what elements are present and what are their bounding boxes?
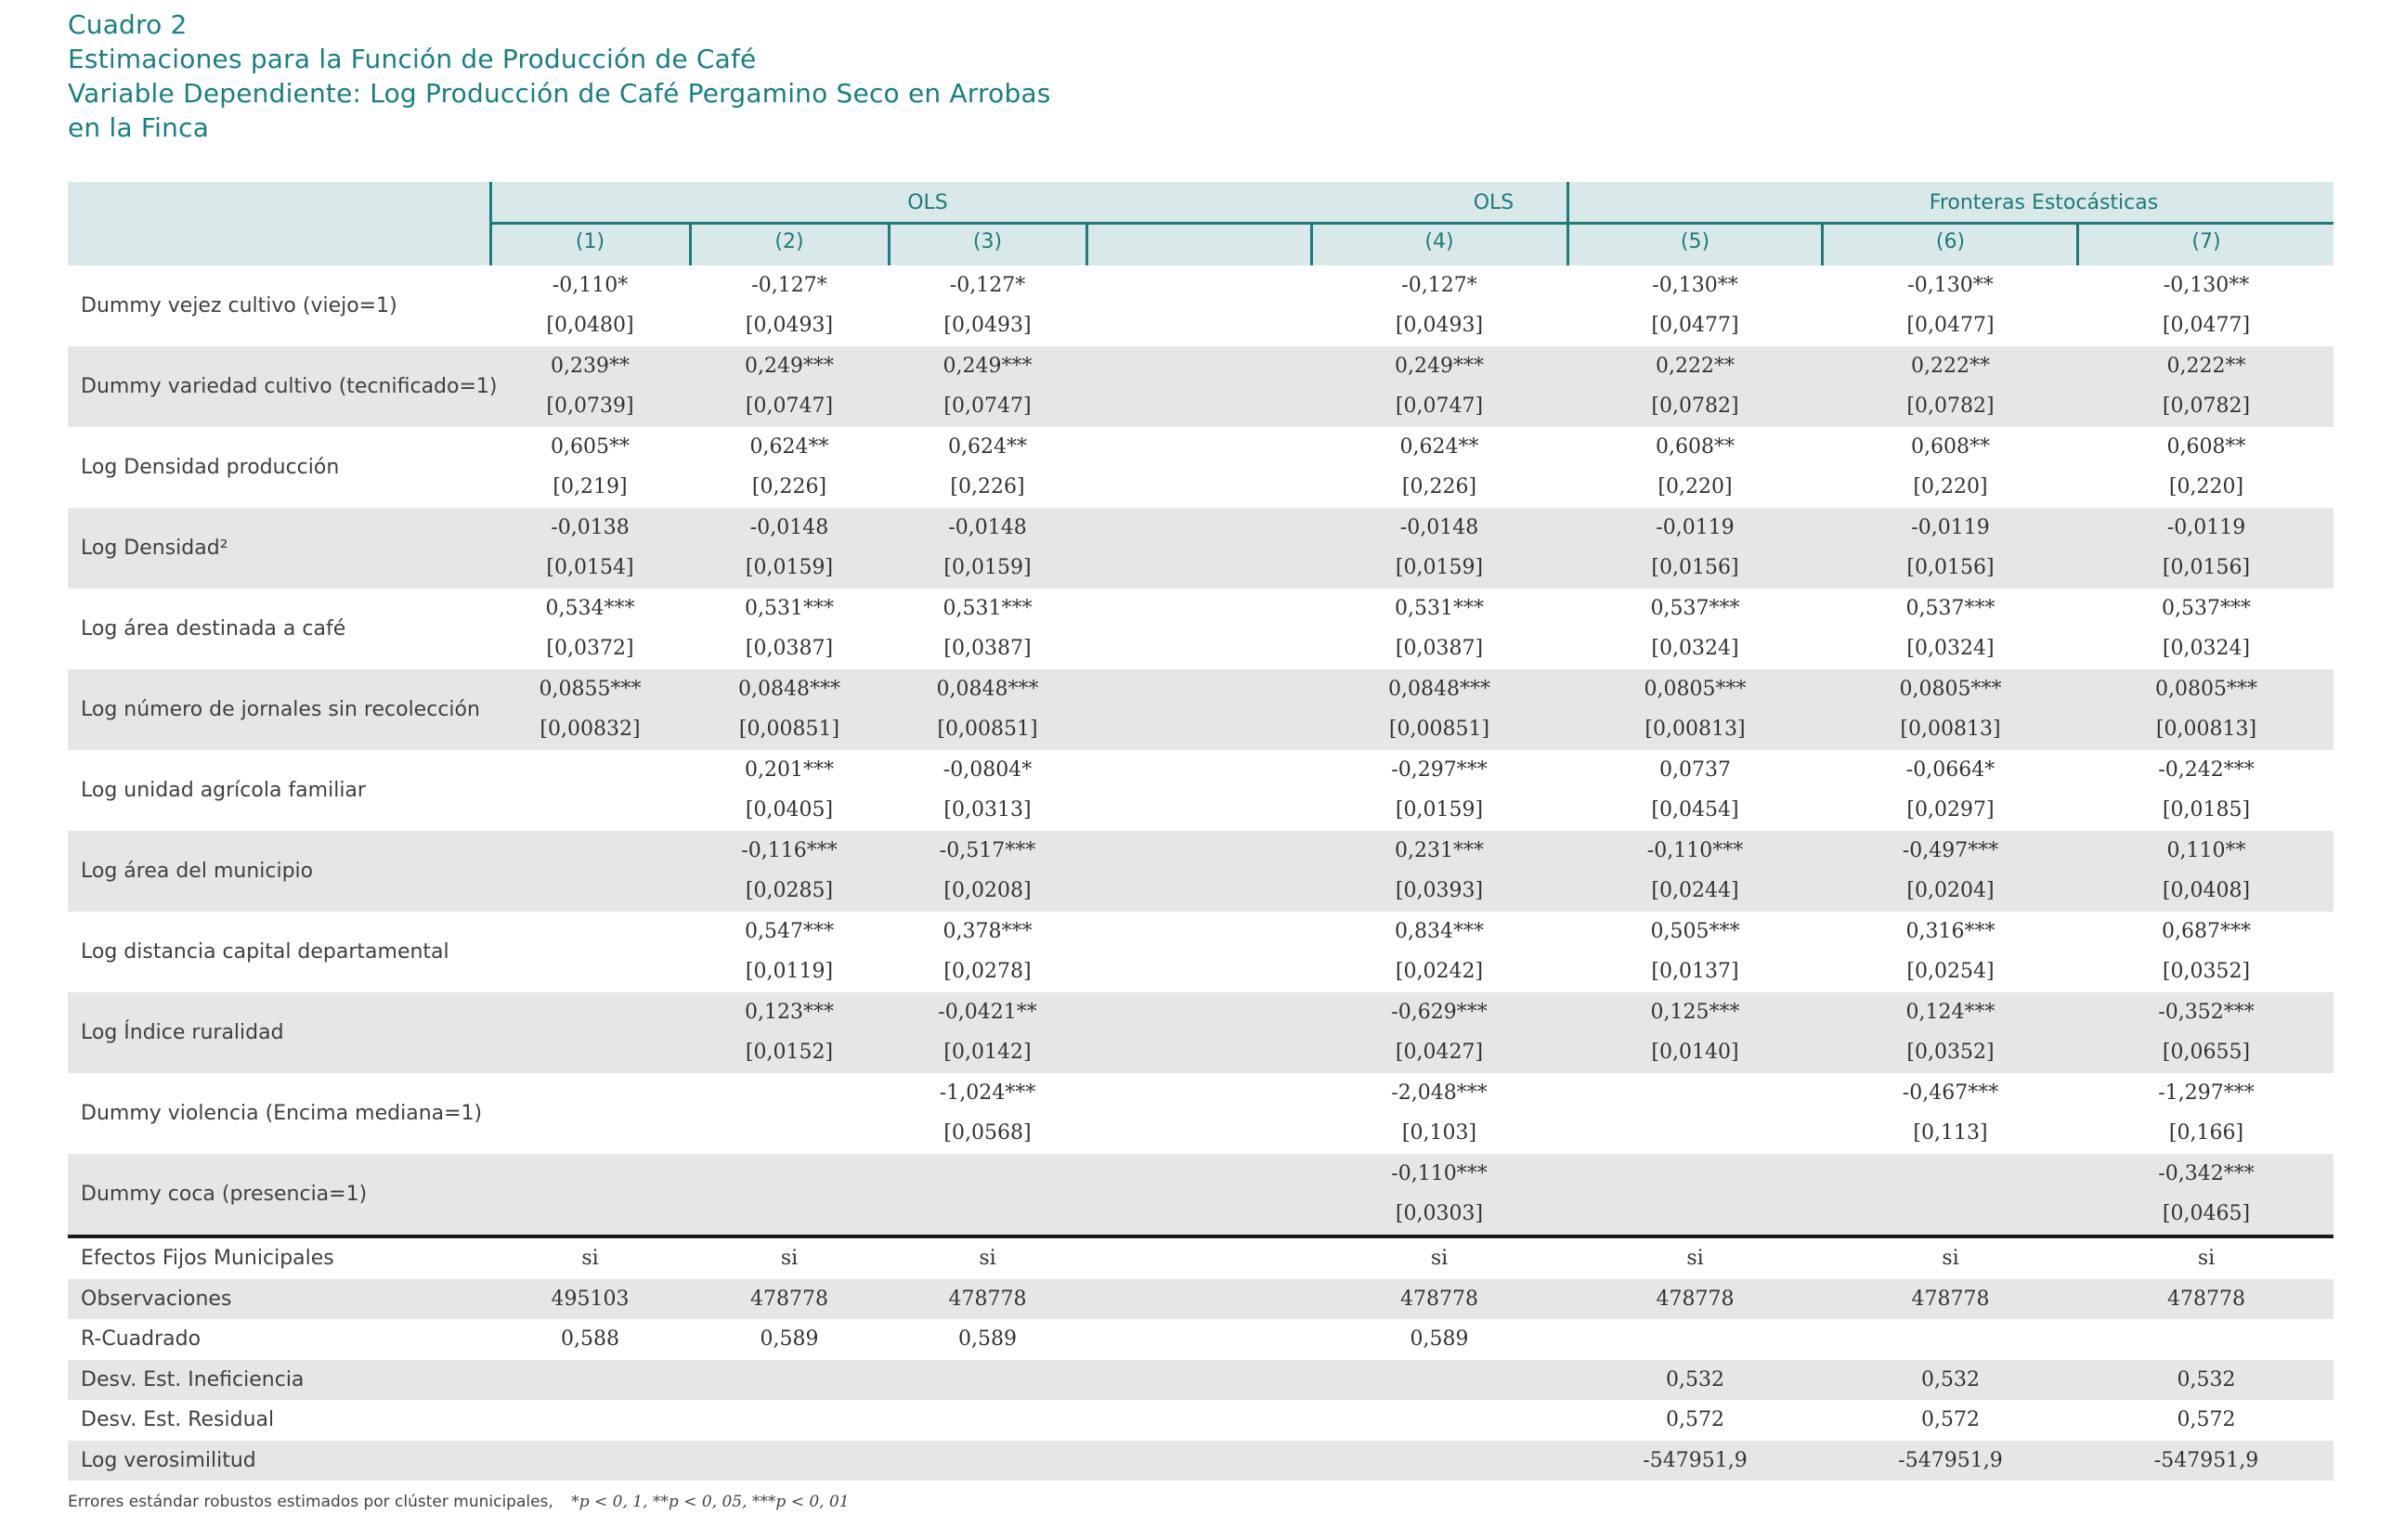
coefficient-cell: 0,608** xyxy=(1911,435,1990,459)
table-footnote xyxy=(68,1493,850,1511)
table-row xyxy=(68,831,2334,912)
std-error-cell: [0,0408] xyxy=(2162,879,2251,902)
std-error-cell: [0,0324] xyxy=(2162,637,2251,660)
stats-cell: 478778 xyxy=(1656,1287,1735,1311)
std-error-cell: [0,0285] xyxy=(745,879,834,902)
row-label: Log área del municipio xyxy=(81,860,314,883)
std-error-cell: [0,220] xyxy=(1913,475,1988,498)
std-error-cell: [0,0324] xyxy=(1906,637,1995,660)
stats-cell: 478778 xyxy=(1911,1287,1990,1311)
column-header: (5) xyxy=(1680,230,1710,253)
header-rule xyxy=(489,222,2334,225)
table-row xyxy=(68,912,2334,992)
caption-dependent-variable-cont: en la Finca xyxy=(68,112,210,143)
row-label: Log Densidad producción xyxy=(81,456,340,479)
table-row xyxy=(68,589,2334,669)
coefficient-cell: -0,127* xyxy=(751,274,827,297)
std-error-cell: [0,113] xyxy=(1913,1121,1988,1145)
coefficient-cell: -0,130** xyxy=(1652,274,1738,297)
std-error-cell: [0,0159] xyxy=(943,556,1032,579)
column-header: (4) xyxy=(1424,230,1454,253)
coefficient-cell: 0,605** xyxy=(551,435,630,459)
coefficient-cell: 0,537*** xyxy=(1650,597,1740,620)
coefficient-cell: -0,0664* xyxy=(1905,758,1996,782)
row-label: Dummy violencia (Encima mediana=1) xyxy=(81,1102,483,1125)
std-error-cell: [0,219] xyxy=(552,475,628,498)
std-error-cell: [0,0782] xyxy=(1906,395,1995,418)
coefficient-cell: 0,124*** xyxy=(1905,1001,1996,1024)
stats-row xyxy=(68,1400,2334,1441)
coefficient-cell: -1,297*** xyxy=(2158,1081,2255,1105)
std-error-cell: [0,0372] xyxy=(546,637,634,660)
stats-cell: 0,532 xyxy=(1666,1367,1724,1391)
coefficient-cell: 0,547*** xyxy=(745,920,834,943)
coefficient-cell: 0,0848*** xyxy=(738,678,840,701)
stats-cell: si xyxy=(979,1247,996,1270)
std-error-cell: [0,0159] xyxy=(1395,556,1484,579)
std-error-cell: [0,00851] xyxy=(738,718,840,741)
std-error-cell: [0,0387] xyxy=(1395,637,1484,660)
std-error-cell: [0,226] xyxy=(950,475,1025,498)
std-error-cell: [0,0254] xyxy=(1906,960,1995,983)
column-header: (6) xyxy=(1935,230,1966,253)
stats-label: Observaciones xyxy=(81,1287,232,1311)
row-label: Log número de jornales sin recolección xyxy=(81,698,480,721)
coefficient-cell: 0,505*** xyxy=(1650,920,1740,943)
header-group-ols-a: OLS xyxy=(907,191,948,214)
table-caption xyxy=(68,7,1089,145)
stats-row xyxy=(68,1238,2334,1279)
column-header: (7) xyxy=(2191,230,2221,253)
std-error-cell: [0,0244] xyxy=(1651,879,1739,902)
regression-table xyxy=(68,182,2334,1481)
std-error-cell: [0,0387] xyxy=(745,637,834,660)
stats-cell: -547951,9 xyxy=(1643,1448,1748,1472)
row-label: Log unidad agrícola familiar xyxy=(81,779,366,802)
row-label: Log Índice ruralidad xyxy=(81,1021,284,1044)
std-error-cell: [0,0142] xyxy=(943,1041,1032,1064)
std-error-cell: [0,0393] xyxy=(1395,879,1484,902)
coefficient-cell: 0,222** xyxy=(2166,355,2246,378)
coefficient-cell: -0,352*** xyxy=(2158,1001,2255,1024)
stats-cell: 0,589 xyxy=(958,1327,1017,1351)
coefficient-cell: -0,0804* xyxy=(942,758,1033,782)
coefficient-cell: -0,127* xyxy=(1401,274,1477,297)
table-row xyxy=(68,992,2334,1073)
std-error-cell: [0,0208] xyxy=(943,879,1032,902)
table-row xyxy=(68,265,2334,346)
coefficient-cell: 0,624** xyxy=(749,435,829,459)
coefficient-cell: 0,249*** xyxy=(745,355,834,378)
std-error-cell: [0,0204] xyxy=(1906,879,1995,902)
std-error-cell: [0,0352] xyxy=(1906,1041,1995,1064)
coefficient-cell: 0,534*** xyxy=(545,597,635,620)
coefficient-cell: -0,110*** xyxy=(1646,839,1744,862)
stats-cell: -547951,9 xyxy=(1898,1448,2003,1472)
std-error-cell: [0,0427] xyxy=(1395,1041,1484,1064)
stats-cell: -547951,9 xyxy=(2153,1448,2259,1472)
coefficient-cell: 0,608** xyxy=(2166,435,2246,459)
coefficient-cell: -0,130** xyxy=(2163,274,2250,297)
stats-cell: 0,532 xyxy=(1921,1367,1980,1391)
std-error-cell: [0,0493] xyxy=(1395,314,1484,337)
stats-cell: si xyxy=(1942,1247,1959,1270)
coefficient-cell: 0,239** xyxy=(551,355,630,378)
coefficient-cell: 0,0805*** xyxy=(2155,678,2257,701)
table-row xyxy=(68,346,2334,427)
coefficient-cell: 0,378*** xyxy=(942,920,1033,943)
stats-row xyxy=(68,1441,2334,1482)
std-error-cell: [0,0159] xyxy=(745,556,834,579)
row-label: Log área destinada a café xyxy=(81,617,346,641)
std-error-cell: [0,0313] xyxy=(943,798,1032,822)
table-row xyxy=(68,1073,2334,1154)
header-divider xyxy=(1086,222,1088,265)
coefficient-cell: -0,0119 xyxy=(1656,516,1735,539)
coefficient-cell: 0,531*** xyxy=(745,597,834,620)
coefficient-cell: -0,0148 xyxy=(1399,516,1479,539)
stats-cell: si xyxy=(2197,1247,2216,1270)
stats-label: Log verosimilitud xyxy=(81,1448,256,1472)
std-error-cell: [0,0782] xyxy=(1651,395,1739,418)
std-error-cell: [0,00813] xyxy=(1644,718,1746,741)
table-row xyxy=(68,508,2334,589)
std-error-cell: [0,0152] xyxy=(745,1041,834,1064)
coefficient-cell: -0,629*** xyxy=(1391,1001,1488,1024)
coefficient-cell: -0,0148 xyxy=(948,516,1027,539)
coefficient-cell: -0,467*** xyxy=(1902,1081,1999,1105)
coefficient-cell: 0,0855*** xyxy=(539,678,642,701)
coefficient-cell: 0,0737 xyxy=(1659,758,1731,782)
table-row xyxy=(68,427,2334,508)
coefficient-cell: -0,297*** xyxy=(1391,758,1488,782)
std-error-cell: [0,00832] xyxy=(540,718,641,741)
column-header: (2) xyxy=(774,230,804,253)
coefficient-cell: 0,201*** xyxy=(745,758,834,782)
std-error-cell: [0,0747] xyxy=(745,395,834,418)
coefficient-cell: -2,048*** xyxy=(1391,1081,1488,1105)
coefficient-cell: -0,0119 xyxy=(1911,516,1990,539)
std-error-cell: [0,0477] xyxy=(2162,314,2251,337)
std-error-cell: [0,0454] xyxy=(1651,798,1739,822)
coefficient-cell: 0,0848*** xyxy=(1388,678,1490,701)
coefficient-cell: 0,0805*** xyxy=(1644,678,1747,701)
coefficient-cell: 0,537*** xyxy=(2162,597,2251,620)
table-row xyxy=(68,669,2334,750)
stats-cell: si xyxy=(1686,1247,1704,1270)
header-group-frontier: Fronteras Estocásticas xyxy=(1929,191,2159,214)
std-error-cell: [0,0278] xyxy=(943,960,1032,983)
stats-row xyxy=(68,1319,2334,1360)
coefficient-cell: 0,123*** xyxy=(745,1001,834,1024)
stats-cell: si xyxy=(581,1247,599,1270)
std-error-cell: [0,0405] xyxy=(745,798,834,822)
std-error-cell: [0,0747] xyxy=(1395,395,1484,418)
coefficient-cell: 0,687*** xyxy=(2162,920,2251,943)
std-error-cell: [0,0477] xyxy=(1906,314,1995,337)
coefficient-cell: -0,517*** xyxy=(939,839,1036,862)
stats-label: Efectos Fijos Municipales xyxy=(81,1247,334,1270)
std-error-cell: [0,166] xyxy=(2168,1121,2244,1145)
stats-cell: 0,532 xyxy=(2177,1367,2236,1391)
std-error-cell: [0,0297] xyxy=(1906,798,1995,822)
footnote-significance: *p < 0, 1, **p < 0, 05, ***p < 0, 01 xyxy=(571,1493,850,1511)
std-error-cell: [0,226] xyxy=(751,475,827,498)
std-error-cell: [0,0480] xyxy=(546,314,634,337)
coefficient-cell: -0,242*** xyxy=(2158,758,2255,782)
coefficient-cell: -0,127* xyxy=(949,274,1026,297)
std-error-cell: [0,0159] xyxy=(1395,798,1484,822)
table-row xyxy=(68,750,2334,831)
coefficient-cell: 0,249*** xyxy=(1395,355,1484,378)
coefficient-cell: -0,0138 xyxy=(551,516,630,539)
std-error-cell: [0,0185] xyxy=(2162,798,2251,822)
std-error-cell: [0,00851] xyxy=(1388,718,1490,741)
std-error-cell: [0,0324] xyxy=(1651,637,1739,660)
column-header: (3) xyxy=(972,230,1003,253)
coefficient-cell: -0,342*** xyxy=(2158,1162,2255,1185)
coefficient-cell: 0,249*** xyxy=(942,355,1033,378)
coefficient-cell: -0,0119 xyxy=(2166,516,2246,539)
row-label: Dummy vejez cultivo (viejo=1) xyxy=(81,294,397,317)
caption-title: Estimaciones para la Función de Producción de Café xyxy=(68,44,757,74)
std-error-cell: [0,226] xyxy=(1401,475,1477,498)
std-error-cell: [0,0352] xyxy=(2162,960,2251,983)
stats-cell: 478778 xyxy=(948,1287,1027,1311)
row-label: Dummy variedad cultivo (tecnificado=1) xyxy=(81,375,498,398)
std-error-cell: [0,00813] xyxy=(2155,718,2257,741)
stats-cell: si xyxy=(780,1247,799,1270)
stats-label: Desv. Est. Ineficiencia xyxy=(81,1367,305,1391)
coefficient-cell: 0,531*** xyxy=(942,597,1033,620)
stats-cell: 478778 xyxy=(750,1287,828,1311)
footnote-text: Errores estándar robustos estimados por clúster municipales, xyxy=(68,1493,553,1511)
std-error-cell: [0,0493] xyxy=(745,314,834,337)
std-error-cell: [0,0154] xyxy=(546,556,634,579)
std-error-cell: [0,0137] xyxy=(1651,960,1739,983)
std-error-cell: [0,103] xyxy=(1401,1121,1477,1145)
row-label: Log distancia capital departamental xyxy=(81,940,449,964)
coefficient-cell: 0,531*** xyxy=(1395,597,1484,620)
coefficient-cell: -0,116*** xyxy=(741,839,838,862)
caption-dependent-variable: Variable Dependiente: Log Producción de Café Pergamino Seco en Arrobas xyxy=(68,78,1051,109)
column-header: (1) xyxy=(575,230,605,253)
stats-cell: 495103 xyxy=(551,1287,630,1311)
std-error-cell: [0,00851] xyxy=(937,718,1038,741)
coefficient-cell: -0,0421** xyxy=(938,1001,1037,1024)
std-error-cell: [0,0303] xyxy=(1395,1202,1484,1225)
std-error-cell: [0,0655] xyxy=(2162,1041,2251,1064)
stats-label: Desv. Est. Residual xyxy=(81,1408,275,1431)
std-error-cell: [0,220] xyxy=(1658,475,1733,498)
std-error-cell: [0,0782] xyxy=(2162,395,2251,418)
stats-cell: 478778 xyxy=(1400,1287,1478,1311)
std-error-cell: [0,0477] xyxy=(1651,314,1739,337)
stats-row xyxy=(68,1360,2334,1401)
stats-cell: 478778 xyxy=(2167,1287,2245,1311)
std-error-cell: [0,0156] xyxy=(1651,556,1739,579)
coefficient-cell: 0,125*** xyxy=(1650,1001,1740,1024)
std-error-cell: [0,220] xyxy=(2168,475,2244,498)
coefficient-cell: 0,537*** xyxy=(1905,597,1996,620)
std-error-cell: [0,0140] xyxy=(1651,1041,1739,1064)
coefficient-cell: 0,834*** xyxy=(1395,920,1484,943)
table-header xyxy=(68,182,2334,265)
coefficient-cell: -0,497*** xyxy=(1902,839,1999,862)
std-error-cell: [0,0747] xyxy=(943,395,1032,418)
std-error-cell: [0,0156] xyxy=(2162,556,2251,579)
std-error-cell: [0,0119] xyxy=(745,960,834,983)
coefficient-cell: 0,624** xyxy=(1399,435,1479,459)
caption-number: Cuadro 2 xyxy=(68,9,188,40)
std-error-cell: [0,00813] xyxy=(1900,718,2001,741)
coefficient-cell: -0,110* xyxy=(552,274,629,297)
std-error-cell: [0,0242] xyxy=(1395,960,1484,983)
coefficient-cell: -0,0148 xyxy=(749,516,829,539)
stats-cell: 0,589 xyxy=(1410,1327,1469,1351)
stats-row xyxy=(68,1279,2334,1320)
coefficient-cell: 0,0848*** xyxy=(936,678,1039,701)
stats-cell: 0,572 xyxy=(1921,1408,1980,1431)
coefficient-cell: 0,222** xyxy=(1656,355,1735,378)
coefficient-cell: 0,608** xyxy=(1656,435,1735,459)
header-group-ols-b: OLS xyxy=(1473,191,1514,214)
coefficient-cell: 0,624** xyxy=(948,435,1027,459)
table-row xyxy=(68,1154,2334,1235)
stats-cell: 0,572 xyxy=(1666,1408,1724,1431)
stats-cell: 0,588 xyxy=(561,1327,619,1351)
coefficient-cell: 0,231*** xyxy=(1395,839,1484,862)
row-label: Log Densidad² xyxy=(81,537,228,560)
coefficient-cell: 0,110** xyxy=(2166,839,2246,862)
coefficient-cell: 0,222** xyxy=(1911,355,1990,378)
stats-cell: si xyxy=(1430,1247,1449,1270)
std-error-cell: [0,0156] xyxy=(1906,556,1995,579)
stats-cell: 0,589 xyxy=(760,1327,819,1351)
std-error-cell: [0,0493] xyxy=(943,314,1032,337)
std-error-cell: [0,0465] xyxy=(2162,1202,2251,1225)
coefficient-cell: 0,0805*** xyxy=(1899,678,2002,701)
stats-cell: 0,572 xyxy=(2177,1408,2236,1431)
coefficient-cell: -0,110*** xyxy=(1391,1162,1488,1185)
std-error-cell: [0,0568] xyxy=(943,1121,1032,1145)
coefficient-cell: -1,024*** xyxy=(939,1081,1036,1105)
coefficient-cell: -0,130** xyxy=(1907,274,1994,297)
stats-label: R-Cuadrado xyxy=(81,1327,202,1351)
coefficient-cell: 0,316*** xyxy=(1905,920,1996,943)
std-error-cell: [0,0739] xyxy=(546,395,634,418)
std-error-cell: [0,0387] xyxy=(943,637,1032,660)
row-label: Dummy coca (presencia=1) xyxy=(81,1183,368,1206)
